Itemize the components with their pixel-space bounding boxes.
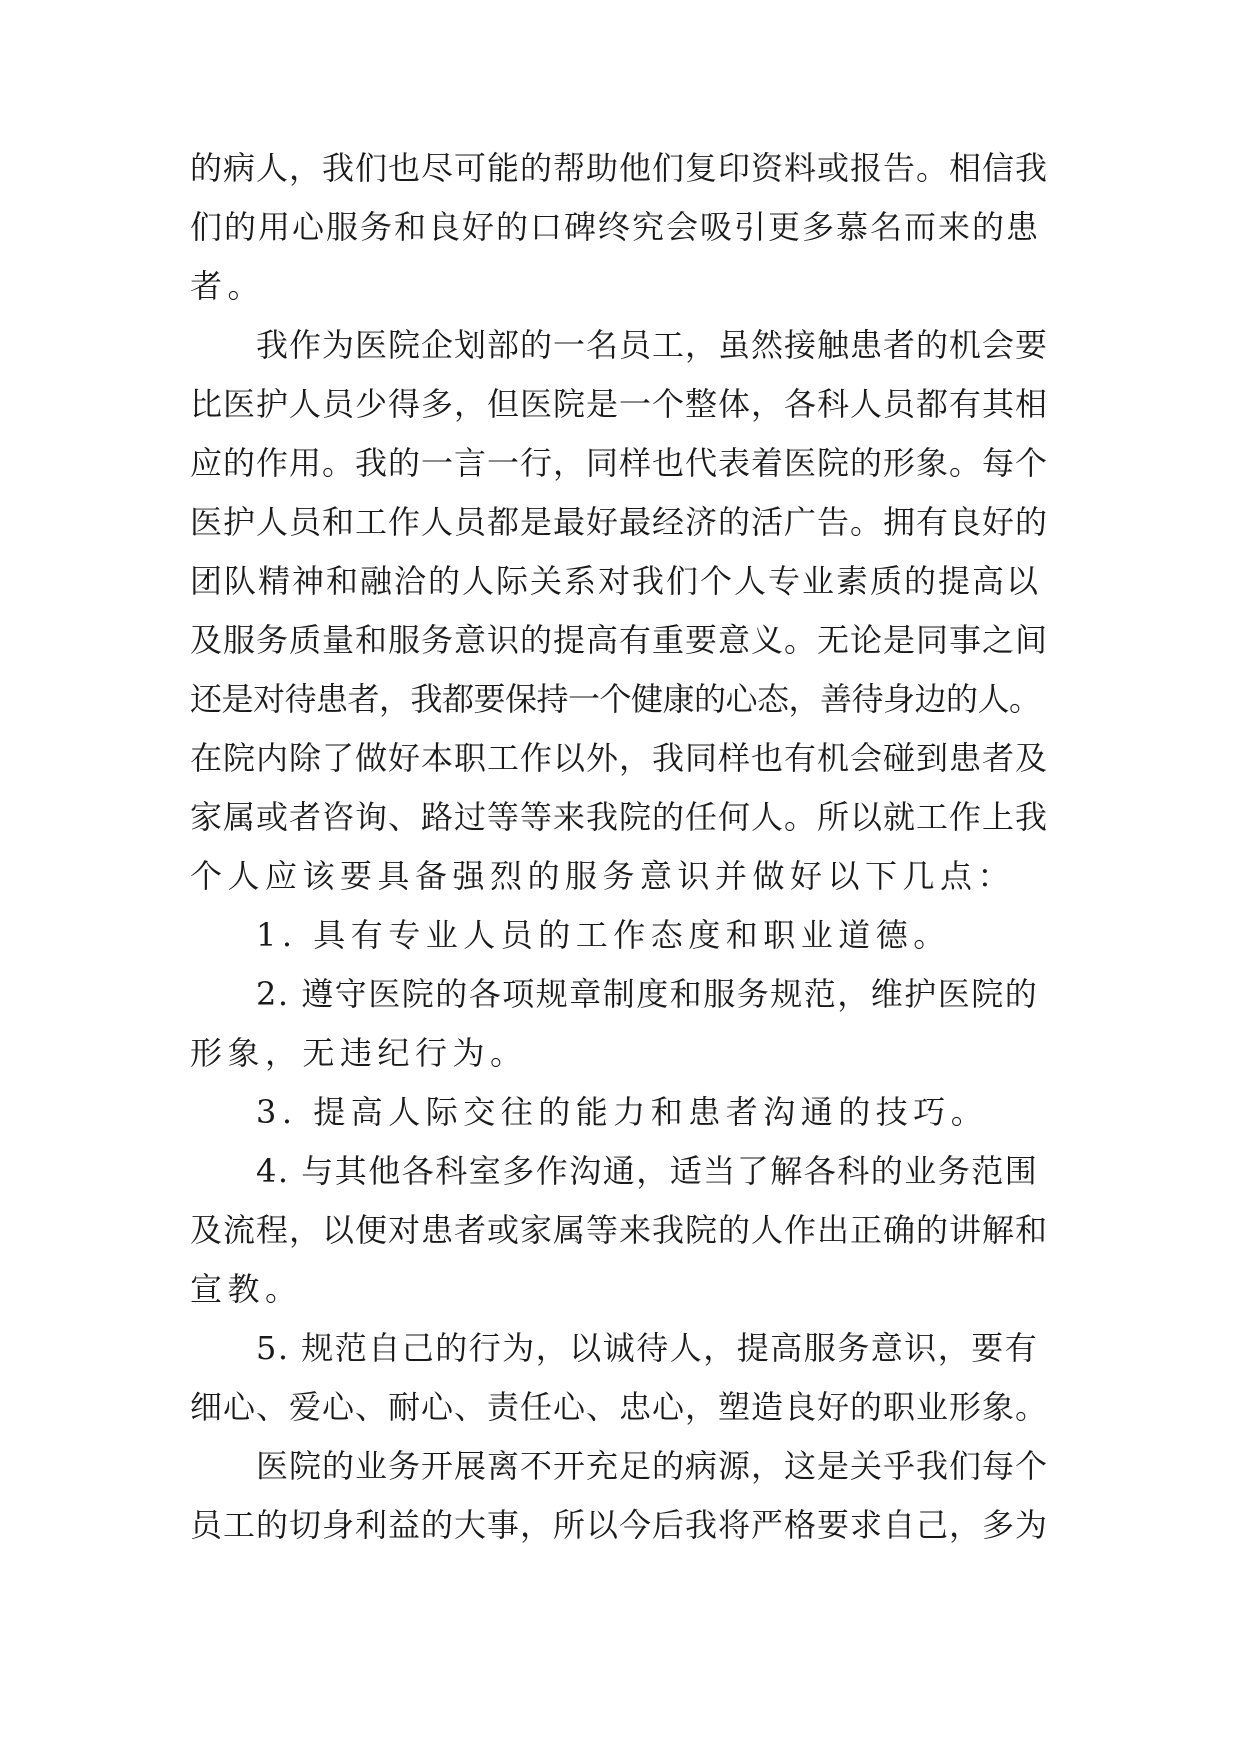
text-line: 应的作用。我的一言一行，同样也代表着医院的形象。每个 bbox=[190, 444, 1049, 482]
text-line: 还是对待患者，我都要保持一个健康的心态，善待身边的人。 bbox=[190, 680, 1041, 718]
list-item-2: 2. 遵守医院的各项规章制度和服务规范，维护医院的 bbox=[256, 975, 1039, 1013]
text-line: 及服务质量和服务意识的提高有重要意义。无论是同事之间 bbox=[190, 621, 1049, 659]
list-item-4: 4. 与其他各科室多作沟通，适当了解各科的业务范围 bbox=[256, 1152, 1039, 1190]
text-line: 团队精神和融洽的人际关系对我们个人专业素质的提高以 bbox=[190, 562, 1041, 600]
list-item-5: 5. 规范自己的行为，以诚待人，提高服务意识，要有 bbox=[256, 1329, 1039, 1367]
paragraph-first-line: 我作为医院企划部的一名员工，虽然接触患者的机会要 bbox=[256, 326, 1049, 364]
list-item-1: 1. 具有专业人员的工作态度和职业道德。 bbox=[256, 916, 951, 954]
text-line: 员工的切身利益的大事，所以今后我将严格要求自己，多为 bbox=[190, 1506, 1049, 1544]
text-line: 医护人员和工作人员都是最好最经济的活广告。拥有良好的 bbox=[190, 503, 1049, 541]
text-line: 及流程，以便对患者或家属等来我院的人作出正确的讲解和 bbox=[190, 1211, 1049, 1249]
text-line: 们的用心服务和良好的口碑终究会吸引更多慕名而来的患 bbox=[190, 208, 1041, 246]
text-line: 比医护人员少得多，但医院是一个整体，各科人员都有其相 bbox=[190, 385, 1049, 423]
text-line: 在院内除了做好本职工作以外，我同样也有机会碰到患者及 bbox=[190, 739, 1049, 777]
text-line: 细心、爱心、耐心、责任心、忠心，塑造良好的职业形象。 bbox=[190, 1388, 1049, 1426]
paragraph-first-line: 医院的业务开展离不开充足的病源，这是关乎我们每个 bbox=[256, 1447, 1049, 1485]
text-line: 者。 bbox=[190, 267, 266, 305]
text-line: 家属或者咨询、路过等等来我院的任何人。所以就工作上我 bbox=[190, 798, 1049, 836]
text-line: 个人应该要具备强烈的服务意识并做好以下几点： bbox=[190, 857, 1016, 895]
text-line: 的病人，我们也尽可能的帮助他们复印资料或报告。相信我 bbox=[190, 149, 1049, 187]
list-item-3: 3. 提高人际交往的能力和患者沟通的技巧。 bbox=[256, 1093, 989, 1131]
text-line: 形象，无违纪行为。 bbox=[190, 1034, 528, 1072]
text-line: 宣教。 bbox=[190, 1270, 303, 1308]
